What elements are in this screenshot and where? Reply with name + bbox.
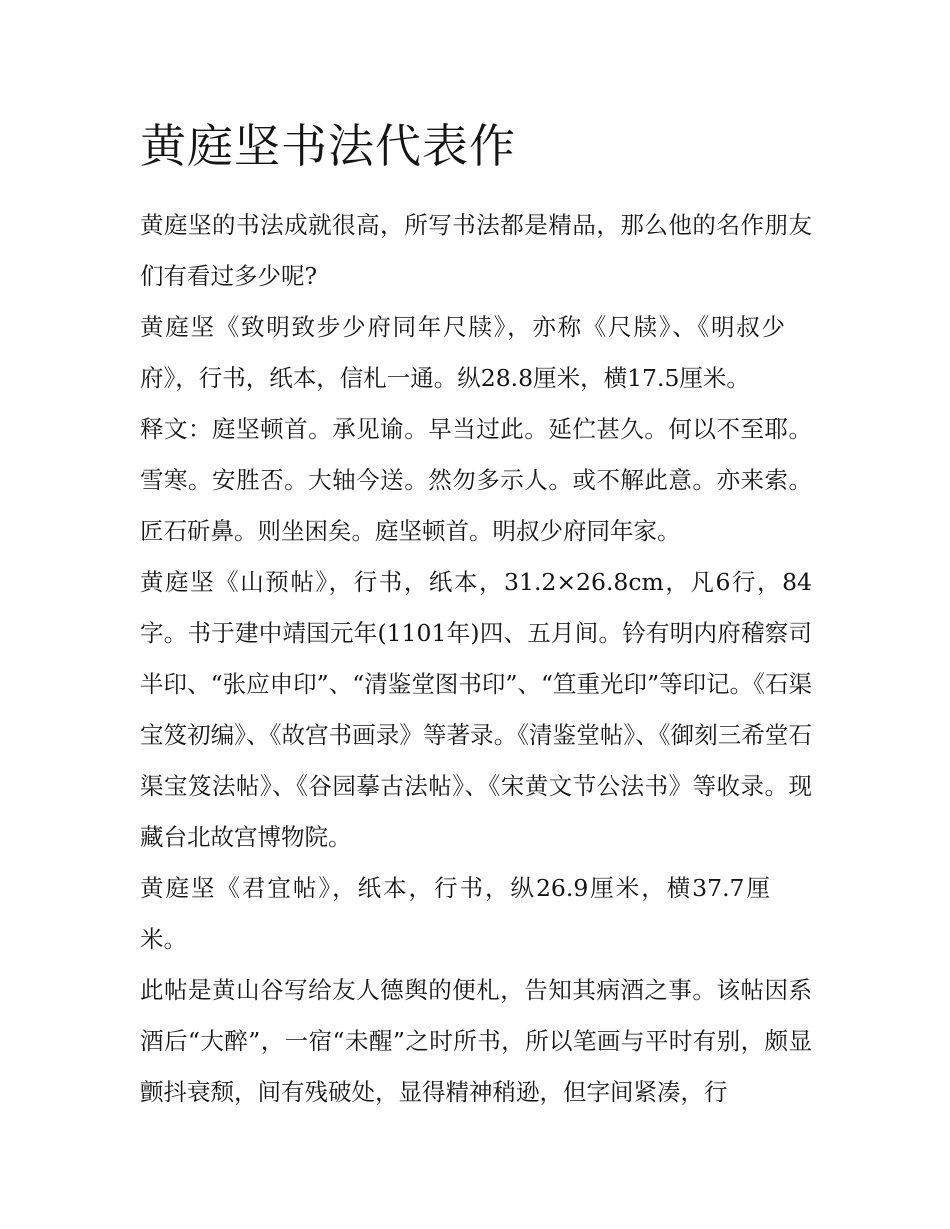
document-page [140, 112, 812, 1118]
paragraph-chidu: 黄庭坚《致明致步少府同年尺牍》，亦称《尺牍》、《明叔少府》，行书，纸本，信札一通。纵28.8厘米，横17.5厘米。 [140, 313, 785, 392]
paragraph-shanyu-tie: 黄庭坚《山预帖》，行书，纸本，31.2×26.8cm，凡6行，84字。书于建中靖国元年(1101年)四、五月间。钤有明内府稽察司半印、“张应申印”、“清鉴堂图书印”、“笪重光印”等印记。《石渠宝笈初编》、《故宫书画录》等著录。《清鉴堂帖》、《御刻三希堂石渠宝笈法帖》、《谷园摹古法帖》、《宋黄文节公法书》等收录。现藏台北故宫博物院。 [140, 568, 812, 851]
paragraph-chidu-transcription: 释文：庭坚顿首。承见谕。早当过此。延伫甚久。何以不至耶。雪寒。安胜否。大轴今送。然勿多示人。或不解此意。亦来索。匠石斫鼻。则坐困矣。庭坚顿首。明叔少府同年家。 [140, 415, 812, 545]
paragraph-intro: 黄庭坚的书法成就很高，所写书法都是精品，那么他的名作朋友们有看过多少呢? [140, 211, 812, 290]
paragraph-junyi-tie: 黄庭坚《君宜帖》，纸本，行书，纵26.9厘米，横37.7厘米。 [140, 874, 770, 953]
paragraph-junyi-description: 此帖是黄山谷写给友人德舆的便札，告知其病酒之事。该帖因系酒后“大醉”，一宿“未醒”之时所书，所以笔画与平时有别，颇显颤抖衰颓，间有残破处，显得精神稍逊，但字间紧凑，行 [140, 976, 812, 1106]
page-title: 黄庭坚书法代表作 [140, 119, 516, 173]
